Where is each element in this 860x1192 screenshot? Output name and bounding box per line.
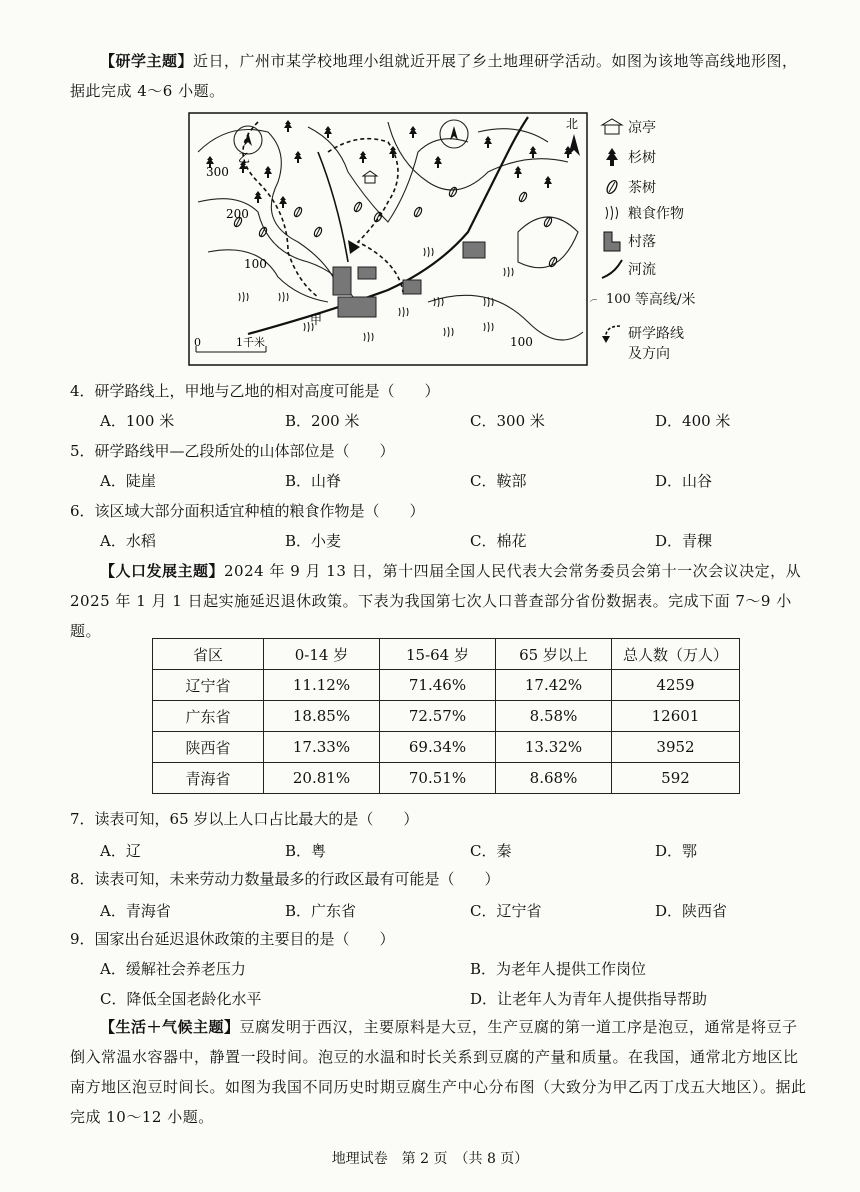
section3-tag: 【生活＋气候主题】 <box>100 1018 240 1036</box>
scale-label: 1千米 <box>236 336 265 349</box>
legend-item-route: 研学路线 <box>598 322 684 344</box>
option[interactable]: C．辽宁省 <box>470 902 542 920</box>
question-9-options-row2 <box>100 988 820 1012</box>
table-header: 65 岁以上 <box>496 639 612 670</box>
option[interactable]: A．辽 <box>100 842 141 860</box>
table-cell: 18.85% <box>264 701 380 732</box>
legend-item-fir: 杉树 <box>598 146 656 168</box>
table-cell: 陕西省 <box>153 732 264 763</box>
option[interactable]: C．降低全国老龄化水平 <box>100 990 262 1008</box>
table-cell: 8.68% <box>496 763 612 794</box>
section3-text: 豆腐发明于西汉，主要原料是大豆，生产豆腐的第一道工序是泡豆，通常是将豆子倒入常温水容器中，静置一段时间。泡豆的水温和时长关系到豆腐的产量和质量。在我国，通常北方地区比南方地区泡豆时间长。如图为我国不同历史时期豆腐生产中心分布图（大致分为甲乙丙丁戊五大地区）。据此完成 10～12 小题。 <box>70 1018 807 1126</box>
table-cell: 12601 <box>612 701 740 732</box>
legend-item-village: 村落 <box>598 230 656 252</box>
legend-item-tea: 茶树 <box>598 176 656 198</box>
table-header: 总人数（万人） <box>612 639 740 670</box>
tea-tree-icon <box>598 176 626 198</box>
table-row <box>153 732 740 763</box>
question-8-options <box>100 900 820 924</box>
section2-tag: 【人口发展主题】 <box>100 562 225 580</box>
page-footer: 地理试卷 第 2 页 （共 8 页） <box>331 1151 529 1167</box>
table-cell: 17.42% <box>496 670 612 701</box>
option[interactable]: D．青稞 <box>655 532 713 550</box>
table-cell: 3952 <box>612 732 740 763</box>
question-5: 5．研学路线甲—乙段所处的山体部位是（ ） <box>70 442 395 460</box>
table-cell: 72.57% <box>380 701 496 732</box>
table-row <box>153 763 740 794</box>
contour-label-200: 200 <box>226 207 249 221</box>
section2-intro <box>70 556 810 646</box>
contour-label-100: 100 <box>244 257 267 271</box>
option[interactable]: C．300 米 <box>470 412 545 430</box>
question-5-options <box>100 470 820 494</box>
table-cell: 青海省 <box>153 763 264 794</box>
question-6: 6．该区域大部分面积适宜种植的粮食作物是（ ） <box>70 502 425 520</box>
scale-zero: 0 <box>194 336 201 349</box>
contour-label-100b: 100 <box>510 335 533 349</box>
table-row <box>153 701 740 732</box>
option[interactable]: A．陡崖 <box>100 472 156 490</box>
question-4: 4．研学路线上，甲地与乙地的相对高度可能是（ ） <box>70 382 440 400</box>
option[interactable]: D．鄂 <box>655 842 698 860</box>
option[interactable]: D．400 米 <box>655 412 731 430</box>
legend-item-pavilion: 凉亭 <box>598 116 656 138</box>
section2-text: 2024 年 9 月 13 日，第十四届全国人民代表大会常务委员会第十一次会议决定，从 2025 年 1 月 1 日起实施延迟退休政策。下表为我国第七次人口普查部分省份数据表。完成下面 7～9 小题。 <box>70 562 802 640</box>
route-icon <box>598 322 626 344</box>
table-cell: 13.32% <box>496 732 612 763</box>
question-8: 8．读表可知，未来劳动力数量最多的行政区最有可能是（ ） <box>70 870 500 888</box>
table-cell: 70.51% <box>380 763 496 794</box>
table-cell: 17.33% <box>264 732 380 763</box>
contour-map <box>188 112 588 366</box>
option[interactable]: A．缓解社会养老压力 <box>100 960 246 978</box>
table-cell: 20.81% <box>264 763 380 794</box>
section1-intro <box>70 46 810 106</box>
option[interactable]: D．让老年人为青年人提供指导帮助 <box>470 990 708 1008</box>
legend-item-route-2: 及方向 <box>628 346 670 362</box>
population-table <box>152 638 740 794</box>
table-cell: 11.12% <box>264 670 380 701</box>
north-arrow-icon <box>568 134 580 156</box>
option[interactable]: A．100 米 <box>100 412 175 430</box>
table-header: 15-64 岁 <box>380 639 496 670</box>
contour-label-300: 300 <box>206 165 229 179</box>
question-9-options-row1 <box>100 958 820 982</box>
table-cell: 广东省 <box>153 701 264 732</box>
table-cell: 71.46% <box>380 670 496 701</box>
option[interactable]: D．山谷 <box>655 472 713 490</box>
table-row <box>153 670 740 701</box>
option[interactable]: A．水稻 <box>100 532 156 550</box>
question-7: 7．读表可知，65 岁以上人口占比最大的是（ ） <box>70 810 419 828</box>
legend-item-river: 河流 <box>598 258 656 280</box>
legend-item-contour: 100 等高线/米 <box>590 288 696 310</box>
question-9: 9．国家出台延迟退休政策的主要目的是（ ） <box>70 930 395 948</box>
table-cell: 592 <box>612 763 740 794</box>
option[interactable]: B．山脊 <box>285 472 342 490</box>
question-6-options <box>100 530 820 554</box>
option[interactable]: D．陕西省 <box>655 902 728 920</box>
north-label: 北 <box>566 117 579 131</box>
table-header: 省区 <box>153 639 264 670</box>
pavilion-icon <box>598 116 626 138</box>
table-cell: 4259 <box>612 670 740 701</box>
legend-item-grain: 粮食作物 <box>598 202 684 224</box>
table-cell: 69.34% <box>380 732 496 763</box>
grain-crop-icon <box>598 202 626 224</box>
table-header: 0-14 岁 <box>264 639 380 670</box>
option[interactable]: B．为老年人提供工作岗位 <box>470 960 647 978</box>
fir-tree-icon <box>598 146 626 168</box>
section3-intro <box>70 1012 810 1132</box>
option[interactable]: C．鞍部 <box>470 472 527 490</box>
option[interactable]: B．广东省 <box>285 902 357 920</box>
river-icon <box>598 258 626 280</box>
option[interactable]: B．粤 <box>285 842 327 860</box>
table-cell: 辽宁省 <box>153 670 264 701</box>
table-cell: 8.58% <box>496 701 612 732</box>
question-4-options <box>100 410 820 434</box>
section1-tag: 【研学主题】 <box>100 52 194 70</box>
contour-icon <box>590 288 604 310</box>
option[interactable]: A．青海省 <box>100 902 171 920</box>
option[interactable]: B．小麦 <box>285 532 342 550</box>
yi-label: 乙 <box>238 151 251 165</box>
option[interactable]: C．棉花 <box>470 532 527 550</box>
question-7-options <box>100 840 820 864</box>
table-header-row <box>153 639 740 670</box>
village-icon <box>598 230 626 252</box>
option[interactable]: B．200 米 <box>285 412 360 430</box>
jia-label: 甲 <box>310 313 323 327</box>
option[interactable]: C．秦 <box>470 842 512 860</box>
section1-text: 近日，广州市某学校地理小组就近开展了乡土地理研学活动。如图为该地等高线地形图，据此完成 4～6 小题。 <box>70 52 798 100</box>
